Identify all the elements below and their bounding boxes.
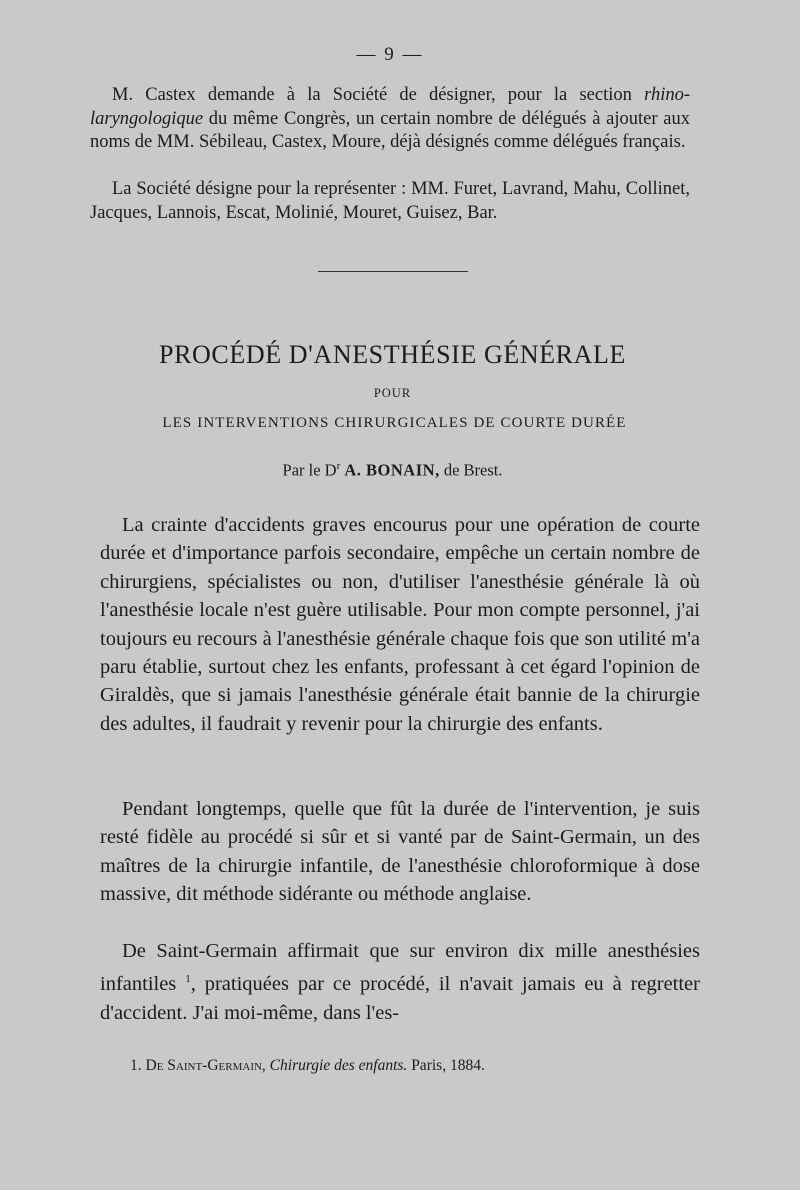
body-paragraph-2: Pendant longtemps, quelle que fût la durée de l'intervention, je suis resté fidèle au procédé si sûr et si vanté par de Saint-Germain, un des maîtres de la chirurgie infantile, de l'anesthésie chloroformique à dose massive, dit méthode sidérante ou méthode anglaise.	[100, 798, 700, 906]
body-paragraph-1: La crainte d'accidents graves encourus pour une opération de courte durée et d'importance parfois secondaire, empêche un certain nombre de chirurgiens, spécialistes ou non, d'utiliser l'anesthésie générale là où l'anesthésie locale n'est guère utilisable. Pour mon compte personnel, j'ai toujours eu recours à l'anesthésie générale chaque fois que son utilité m'a paru établie, surtout chez les enfants, professant à cet égard l'opinion de Giraldès, que si jamais l'anesthésie générale était bannie de la chirurgie des adultes, il faudrait y revenir pour la chirurgie des enfants.	[100, 514, 700, 735]
body-paragraph-3: De Saint-Germain affirmait que sur environ dix mille anesthésies infantiles $^1$, pratiquées par ce procédé, il n'avait jamais eu à regretter d'accident. J'ai moi-même, dans l'es-	[100, 940, 700, 1024]
intro-paragraph-2: La Société désigne pour la représenter : MM. Furet, Lavrand, Mahu, Collinet, Jacques, Lannois, Escat, Molinié, Mouret, Guisez, Bar.	[90, 179, 690, 223]
article-subtitle: LES INTERVENTIONS CHIRURGICALES DE COURTE DURÉE	[162, 415, 627, 431]
footnote: 1. De Saint-Germain, Chirurgie des enfants. Paris, 1884.	[130, 1057, 485, 1074]
intro-paragraph-1: M. Castex demande à la Société de désigner, pour la section rhino-laryngologique du même Congrès, un certain nombre de délégués à ajouter aux noms de MM. Sébileau, Castex, Moure, déjà désignés comme délégués français.	[90, 85, 690, 152]
footnote-reference: 1	[185, 973, 191, 986]
page-number: — 9 —	[356, 44, 424, 65]
article-title-connector: POUR	[373, 386, 412, 400]
article-title: PROCÉDÉ D'ANESTHÉSIE GÉNÉRALE	[159, 340, 626, 369]
author-name: A. BONAIN,	[344, 460, 440, 480]
section-divider	[318, 271, 468, 272]
author-line: Par le $D^r$ A. BONAIN, de Brest.	[282, 460, 503, 480]
